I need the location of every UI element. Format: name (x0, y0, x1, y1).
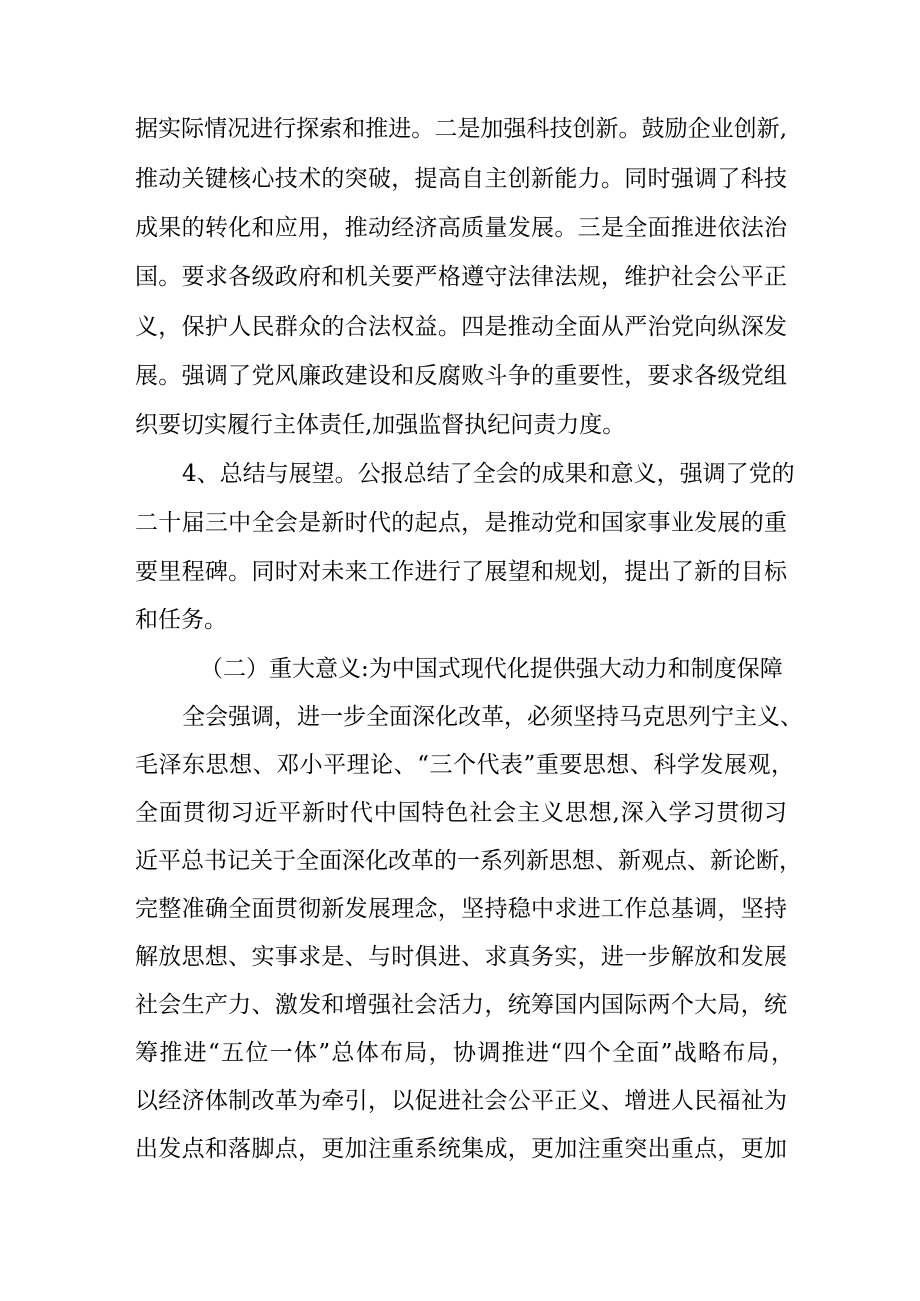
section-heading: （二）重大意义:为中国式现代化提供强大动力和制度保障 (200, 656, 783, 682)
text-line: 据实际情况进行探索和推进。二是加强科技创新。鼓励企业创新, (135, 116, 787, 142)
text-line: 展。强调了党风廉政建设和反腐败斗争的重要性，要求各级党组 (135, 363, 787, 389)
text-line: 毛泽东思想、邓小平理论、“三个代表”重要思想、科学发展观， (135, 752, 794, 778)
text-line: 解放思想、实事求是、与时俱进、求真务实，进一步解放和发展 (135, 944, 787, 970)
text-line: 完整准确全面贯彻新发展理念，坚持稳中求进工作总基调，坚持 (135, 896, 787, 922)
text-line: 筹推进“五位一体”总体布局，协调推进“四个全面”战略布局， (135, 1040, 794, 1066)
text-line: 织要切实履行主体责任,加强监督执纪问责力度。 (135, 412, 626, 438)
text-line: 成果的转化和应用，推动经济高质量发展。三是全面推进依法治 (135, 215, 787, 241)
text-line: 要里程碑。同时对未来工作进行了展望和规划，提出了新的目标 (135, 559, 787, 585)
text-line: 以经济体制改革为牵引，以促进社会公平正义、增进人民福祉为 (135, 1088, 787, 1114)
text-line: 推动关键核心技术的突破，提高自主创新能力。同时强调了科技 (135, 166, 787, 192)
text-line: 全会强调，进一步全面深化改革，必须坚持马克思列宁主义、 (182, 704, 803, 730)
text-line: 4、总结与展望。公报总结了全会的成果和意义，强调了党的 (182, 461, 795, 487)
text-line: 社会生产力、激发和增强社会活力，统筹国内国际两个大局，统 (135, 992, 787, 1018)
text-line: 和任务。 (135, 607, 227, 633)
text-line: 国。要求各级政府和机关要严格遵守法律法规，维护社会公平正 (135, 264, 787, 290)
text-line: 出发点和落脚点，更加注重系统集成，更加注重突出重点，更加 (135, 1136, 787, 1162)
text-line: 全面贯彻习近平新时代中国特色社会主义思想,深入学习贯彻习 (135, 800, 787, 826)
text-line: 二十届三中全会是新时代的起点，是推动党和国家事业发展的重 (135, 510, 787, 536)
text-line: 近平总书记关于全面深化改革的一系列新思想、新观点、新论断， (135, 848, 802, 874)
text-line: 义，保护人民群众的合法权益。四是推动全面从严治党向纵深发 (135, 314, 787, 340)
